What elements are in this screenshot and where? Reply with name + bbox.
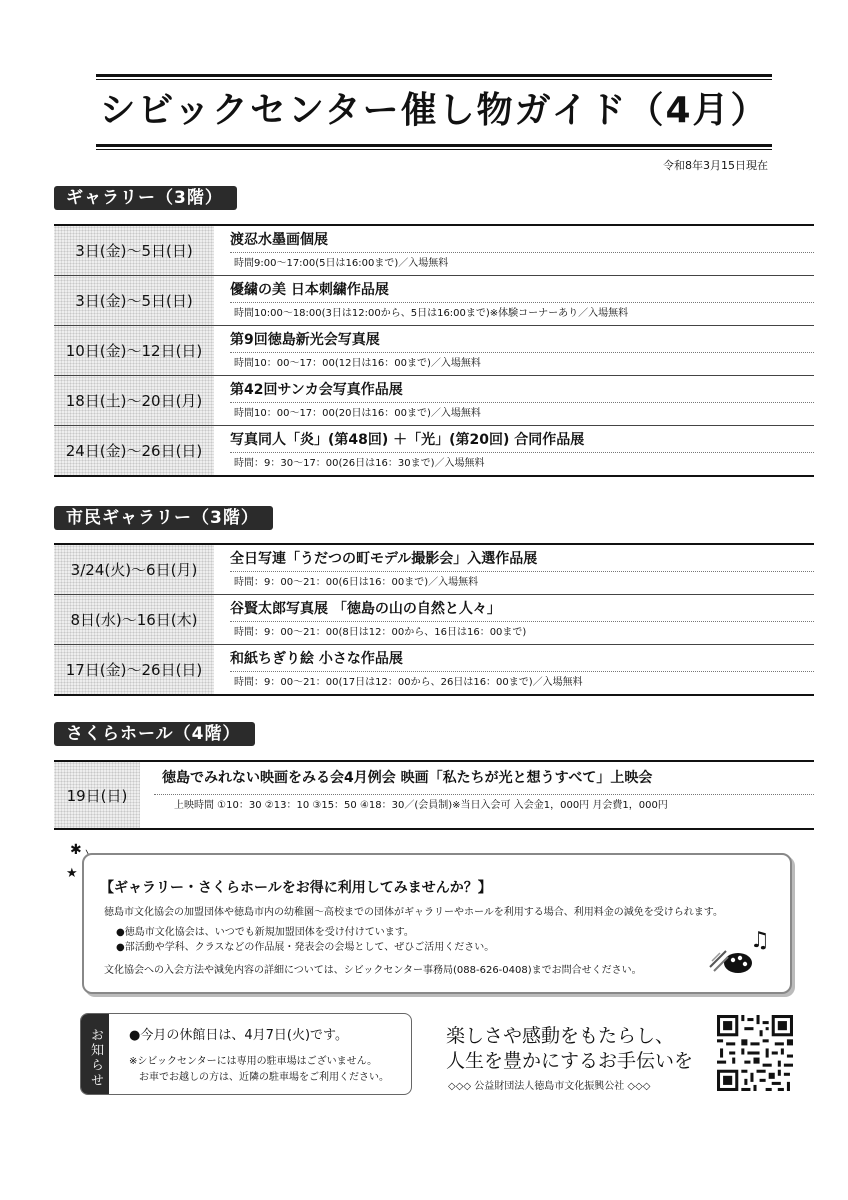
event-detail	[214, 545, 814, 594]
event-info: 上映時間 ①10：30 ②13：10 ③15：50 ④18：30／(会員制)※当日入会可 入会金1，000円 月会費1，000円	[174, 800, 668, 811]
page-title: シビックセンター催し物ガイド（4月）	[99, 90, 769, 131]
event-date: 19日(日)	[54, 762, 140, 828]
event-row	[54, 276, 814, 326]
event-date: 3日(金)～5日(日)	[54, 226, 214, 275]
event-name: 谷賢太郎写真展 「徳島の山の自然と人々」	[230, 595, 814, 622]
event-row	[54, 326, 814, 376]
svg-text:♫: ♫	[750, 928, 770, 953]
section-heading-gallery: ギャラリー（3階）	[54, 186, 237, 210]
event-row	[54, 595, 814, 645]
event-detail	[214, 426, 814, 475]
event-detail	[214, 376, 814, 425]
gallery-event-table	[54, 224, 814, 477]
event-date: 3/24(火)～6日(月)	[54, 545, 214, 594]
event-info: 時間10：00～17：00(12日は16：00まで)／入場無料	[234, 358, 481, 369]
parking-notice: ※シビックセンターには専用の駐車場はございません。	[129, 1056, 378, 1067]
as-of-date: 令和8年3月15日現在	[663, 159, 768, 172]
qr-code[interactable]	[717, 1015, 793, 1091]
event-name: 写真同人「炎」(第48回) ＋「光」(第20回) 合同作品展	[230, 426, 814, 453]
event-info: 時間10:00～18:00(3日は12:00から、5日は16:00まで)※体験コーナーあり／入場無料	[234, 308, 629, 319]
event-name: 第9回徳島新光会写真展	[230, 326, 814, 353]
sakura-hall-event-table	[54, 760, 814, 830]
event-detail	[214, 595, 814, 644]
event-detail	[214, 645, 814, 694]
parking-notice-detail: お車でお越しの方は、近隣の駐車場をご利用ください。	[139, 1072, 389, 1083]
event-name: 第42回サンカ会写真作品展	[230, 376, 814, 403]
title-bottom-rule-thin	[96, 149, 772, 150]
event-row	[54, 545, 814, 595]
slogan-line: 楽しさや感動をもたらし、	[446, 1025, 675, 1047]
event-info: 時間9:00～17:00(5日は16:00まで)／入場無料	[234, 258, 449, 269]
title-top-rule	[96, 74, 772, 77]
event-name: 和紙ちぎり絵 小さな作品展	[230, 645, 814, 672]
event-info: 時間：9：30～17：00(26日は16：30まで)／入場無料	[234, 458, 485, 469]
event-info: 時間10：00～17：00(20日は16：00まで)／入場無料	[234, 408, 481, 419]
event-name: 渡忍水墨画個展	[230, 226, 814, 253]
event-row	[54, 762, 814, 830]
event-name: 全日写連「うだつの町モデル撮影会」入選作品展	[230, 545, 814, 572]
promo-bullet: ●徳島市文化協会は、いつでも新規加盟団体を受け付けています。	[116, 927, 414, 938]
event-detail	[214, 326, 814, 375]
event-name: 徳島でみれない映画をみる会4月例会 映画「私たちが光と想うすべて」上映会	[154, 762, 814, 795]
event-detail	[214, 276, 814, 325]
event-info: 時間：9：00～21：00(6日は16：00まで)／入場無料	[234, 577, 479, 588]
event-date: 8日(水)～16日(木)	[54, 595, 214, 644]
sparkle-icon: ✱	[70, 842, 82, 858]
art-palette-music-icon	[706, 925, 776, 981]
promo-text: 徳島市文化協会の加盟団体や徳島市内の幼稚園～高校までの団体がギャラリーやホールを利用する場合、利用料金の減免を受けられます。	[104, 907, 723, 918]
event-date: 17日(金)～26日(日)	[54, 645, 214, 694]
event-row	[54, 645, 814, 696]
star-icon: ★	[66, 866, 78, 881]
title-bottom-rule	[96, 144, 772, 147]
event-info: 時間：9：00～21：00(17日は12：00から、26日は16：00まで)／入場無料	[234, 677, 583, 688]
event-date: 10日(金)～12日(日)	[54, 326, 214, 375]
organization-name: ◇◇◇ 公益財団法人徳島市文化振興公社 ◇◇◇	[448, 1081, 651, 1092]
slogan	[446, 1024, 693, 1074]
title-block	[96, 74, 772, 150]
event-date: 24日(金)～26日(日)	[54, 426, 214, 475]
event-row	[54, 376, 814, 426]
citizen-gallery-event-table	[54, 543, 814, 696]
event-name: 優繍の美 日本刺繍作品展	[230, 276, 814, 303]
event-row	[54, 226, 814, 276]
promo-contact-text: 文化協会への入会方法や減免内容の詳細については、シビックセンター事務局(088-626-0408)までお問合せください。	[104, 965, 642, 976]
event-detail	[140, 762, 814, 828]
closed-day-notice: ●今月の休館日は、4月7日(火)です。	[129, 1028, 348, 1043]
notice-label: お知らせ	[81, 1014, 109, 1094]
event-date: 18日(土)～20日(月)	[54, 376, 214, 425]
event-date: 3日(金)～5日(日)	[54, 276, 214, 325]
promo-heading: 【ギャラリー・さくらホールをお得に利用してみませんか？】	[100, 880, 492, 896]
slogan-line: 人生を豊かにするお手伝いを	[446, 1050, 694, 1072]
section-heading-citizen-gallery: 市民ギャラリー（3階）	[54, 506, 273, 530]
event-info: 時間：9：00～21：00(8日は12：00から、16日は16：00まで)	[234, 627, 527, 638]
event-row	[54, 426, 814, 477]
promo-box	[82, 853, 792, 994]
promo-bullet: ●部活動や学科、クラスなどの作品展・発表会の会場として、ぜひご活用ください。	[116, 942, 495, 953]
notice-box	[80, 1013, 412, 1095]
event-detail	[214, 226, 814, 275]
section-heading-sakura-hall: さくらホール（4階）	[54, 722, 255, 746]
